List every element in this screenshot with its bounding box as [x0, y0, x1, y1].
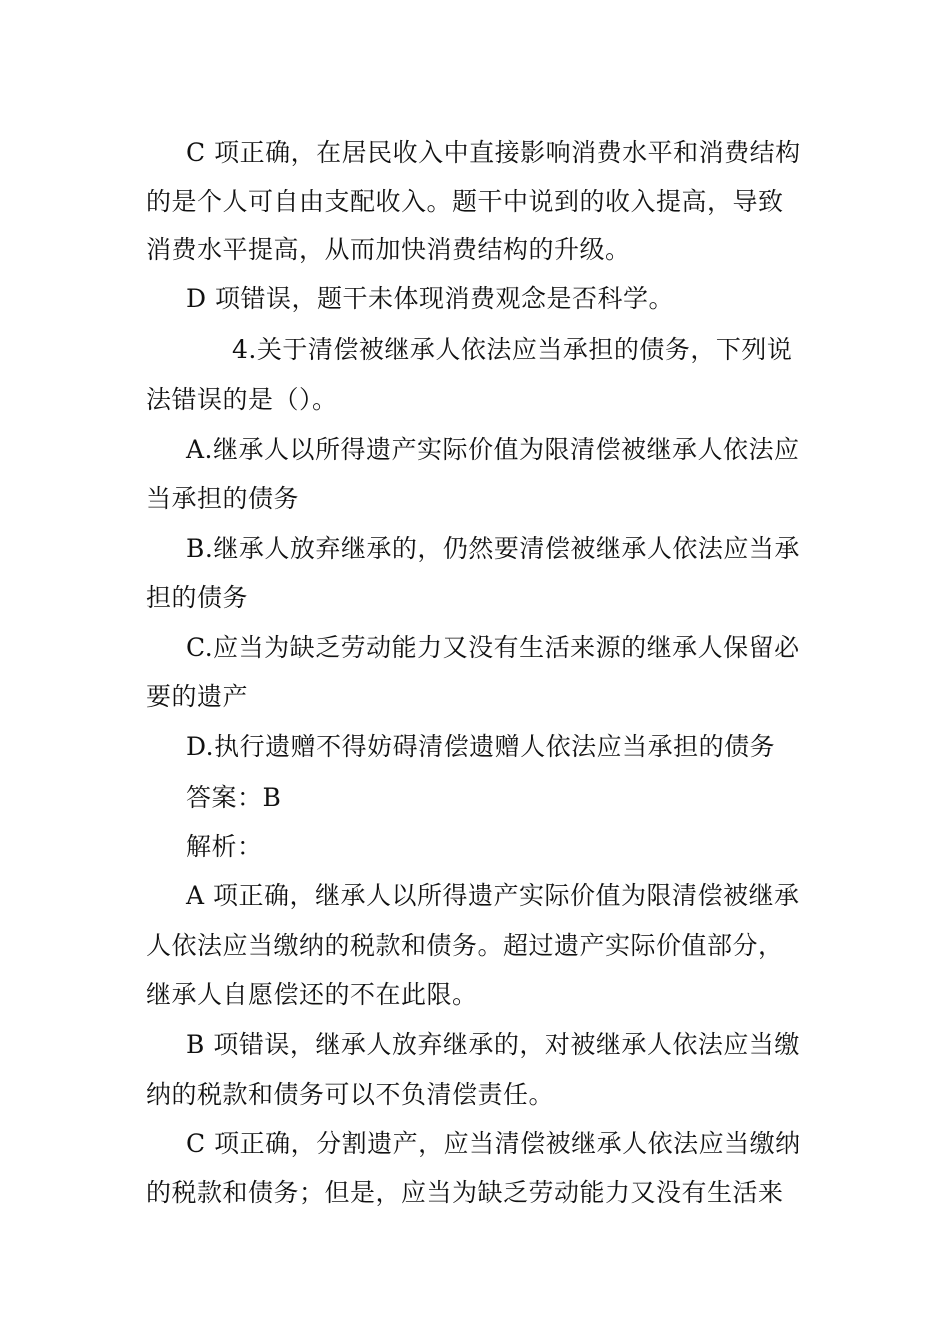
option-b: B.继承人放弃继承的，仍然要清偿被继承人依法应当承	[186, 534, 800, 563]
paragraph-line: B 项错误，继承人放弃继承的，对被继承人依法应当缴	[186, 1030, 800, 1059]
paragraph-line: 的是个人可自由支配收入。题干中说到的收入提高，导致	[146, 187, 784, 216]
answer-line: 答案：B	[186, 783, 282, 812]
option-b-cont: 担的债务	[146, 583, 249, 612]
question-line: 4.关于清偿被继承人依法应当承担的债务，下列说	[232, 335, 793, 364]
option-d: D.执行遗赠不得妨碍清偿遗赠人依法应当承担的债务	[186, 732, 776, 761]
paragraph-line: 消费水平提高，从而加快消费结构的升级。	[146, 235, 631, 264]
paragraph-line: D 项错误，题干未体现消费观念是否科学。	[186, 284, 674, 313]
option-a-cont: 当承担的债务	[146, 484, 300, 513]
paragraph-line: 人依法应当缴纳的税款和债务。超过遗产实际价值部分，	[146, 931, 784, 960]
paragraph-line: C 项正确，在居民收入中直接影响消费水平和消费结构	[186, 138, 801, 167]
paragraph-line: 继承人自愿偿还的不在此限。	[146, 980, 478, 1009]
question-line: 法错误的是（）。	[146, 385, 338, 414]
paragraph-line: 的税款和债务；但是，应当为缺乏劳动能力又没有生活来	[146, 1178, 784, 1207]
paragraph-line: C 项正确，分割遗产，应当清偿被继承人依法应当缴纳	[186, 1129, 801, 1158]
option-a: A.继承人以所得遗产实际价值为限清偿被继承人依法应	[186, 435, 800, 464]
paragraph-line: 纳的税款和债务可以不负清偿责任。	[146, 1080, 555, 1109]
analysis-label: 解析：	[186, 832, 263, 861]
option-c: C.应当为缺乏劳动能力又没有生活来源的继承人保留必	[186, 633, 800, 662]
option-c-cont: 要的遗产	[146, 682, 249, 711]
paragraph-line: A 项正确，继承人以所得遗产实际价值为限清偿被继承	[186, 881, 800, 910]
